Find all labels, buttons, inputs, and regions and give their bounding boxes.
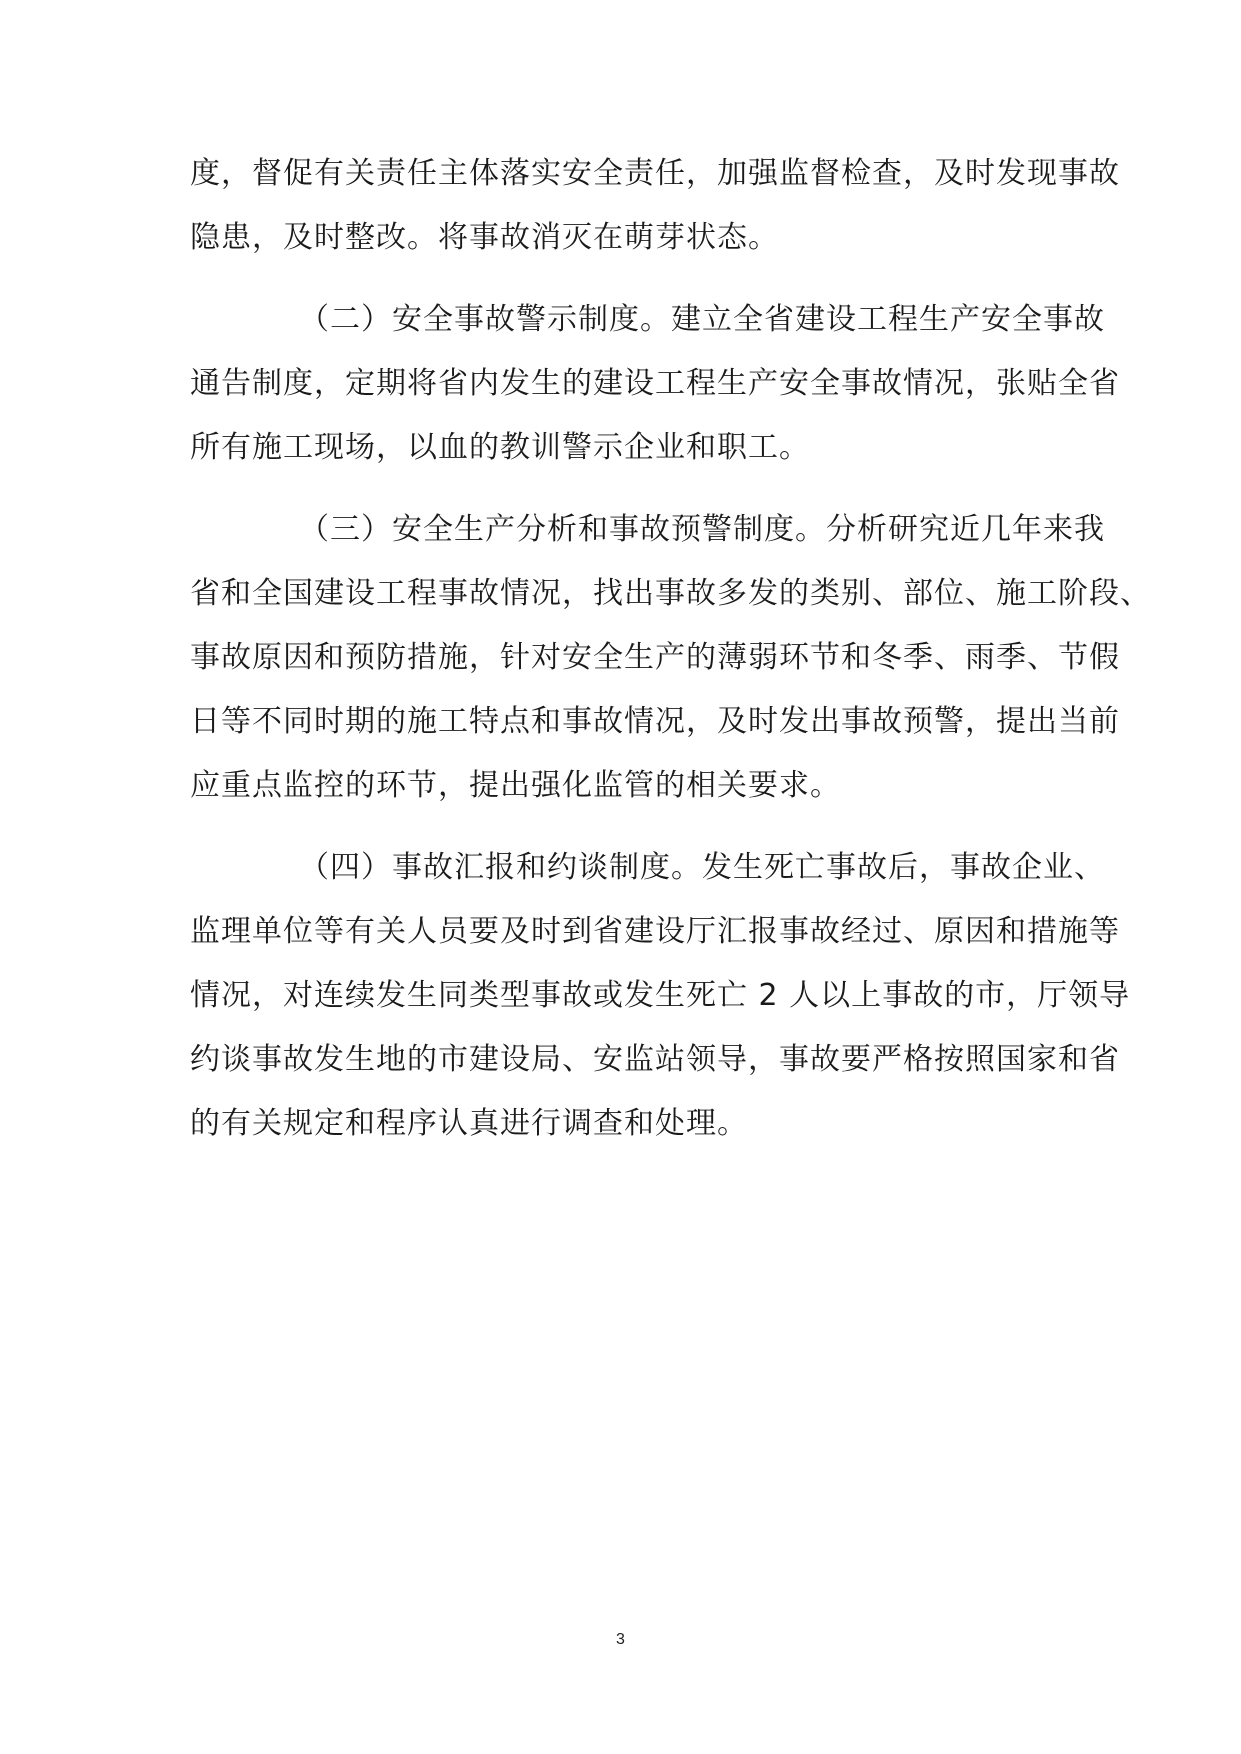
text-line: 所有施工现场，以血的教训警示企业和职工。: [190, 430, 810, 465]
text-line: 监理单位等有关人员要及时到省建设厅汇报事故经过、原因和措施等: [190, 914, 1120, 949]
text-line: 省和全国建设工程事故情况，找出事故多发的类别、部位、施工阶段、: [190, 576, 1151, 611]
paragraph-3: [190, 498, 1151, 818]
text-line: 事故原因和预防措施，针对安全生产的薄弱环节和冬季、雨季、节假: [190, 640, 1120, 675]
text-line: 的有关规定和程序认真进行调查和处理。: [190, 1106, 748, 1141]
text-line: 应重点监控的环节，提出强化监管的相关要求。: [190, 768, 841, 803]
text-line: 通告制度，定期将省内发生的建设工程生产安全事故情况，张贴全省: [190, 366, 1120, 401]
text-line: （四）事故汇报和约谈制度。发生死亡事故后，事故企业、: [190, 850, 1105, 885]
paragraph-2: [190, 288, 1120, 480]
text-line: 约谈事故发生地的市建设局、安监站领导，事故要严格按照国家和省: [190, 1042, 1120, 1077]
page-number: 3: [616, 1631, 625, 1648]
text-line: 日等不同时期的施工特点和事故情况，及时发出事故预警，提出当前: [190, 704, 1120, 739]
text-line: （三）安全生产分析和事故预警制度。分析研究近几年来我: [190, 512, 1105, 547]
text-line: 度，督促有关责任主体落实安全责任，加强监督检查，及时发现事故: [190, 156, 1120, 191]
text-line: 隐患，及时整改。将事故消灭在萌芽状态。: [190, 220, 779, 255]
text-line: 情况，对连续发生同类型事故或发生死亡 2 人以上事故的市，厅领导: [190, 978, 1131, 1013]
text-line: （二）安全事故警示制度。建立全省建设工程生产安全事故: [190, 302, 1105, 337]
paragraph-4: [190, 836, 1131, 1156]
body-text: [190, 142, 1151, 1156]
paragraph-1: [190, 142, 1120, 270]
